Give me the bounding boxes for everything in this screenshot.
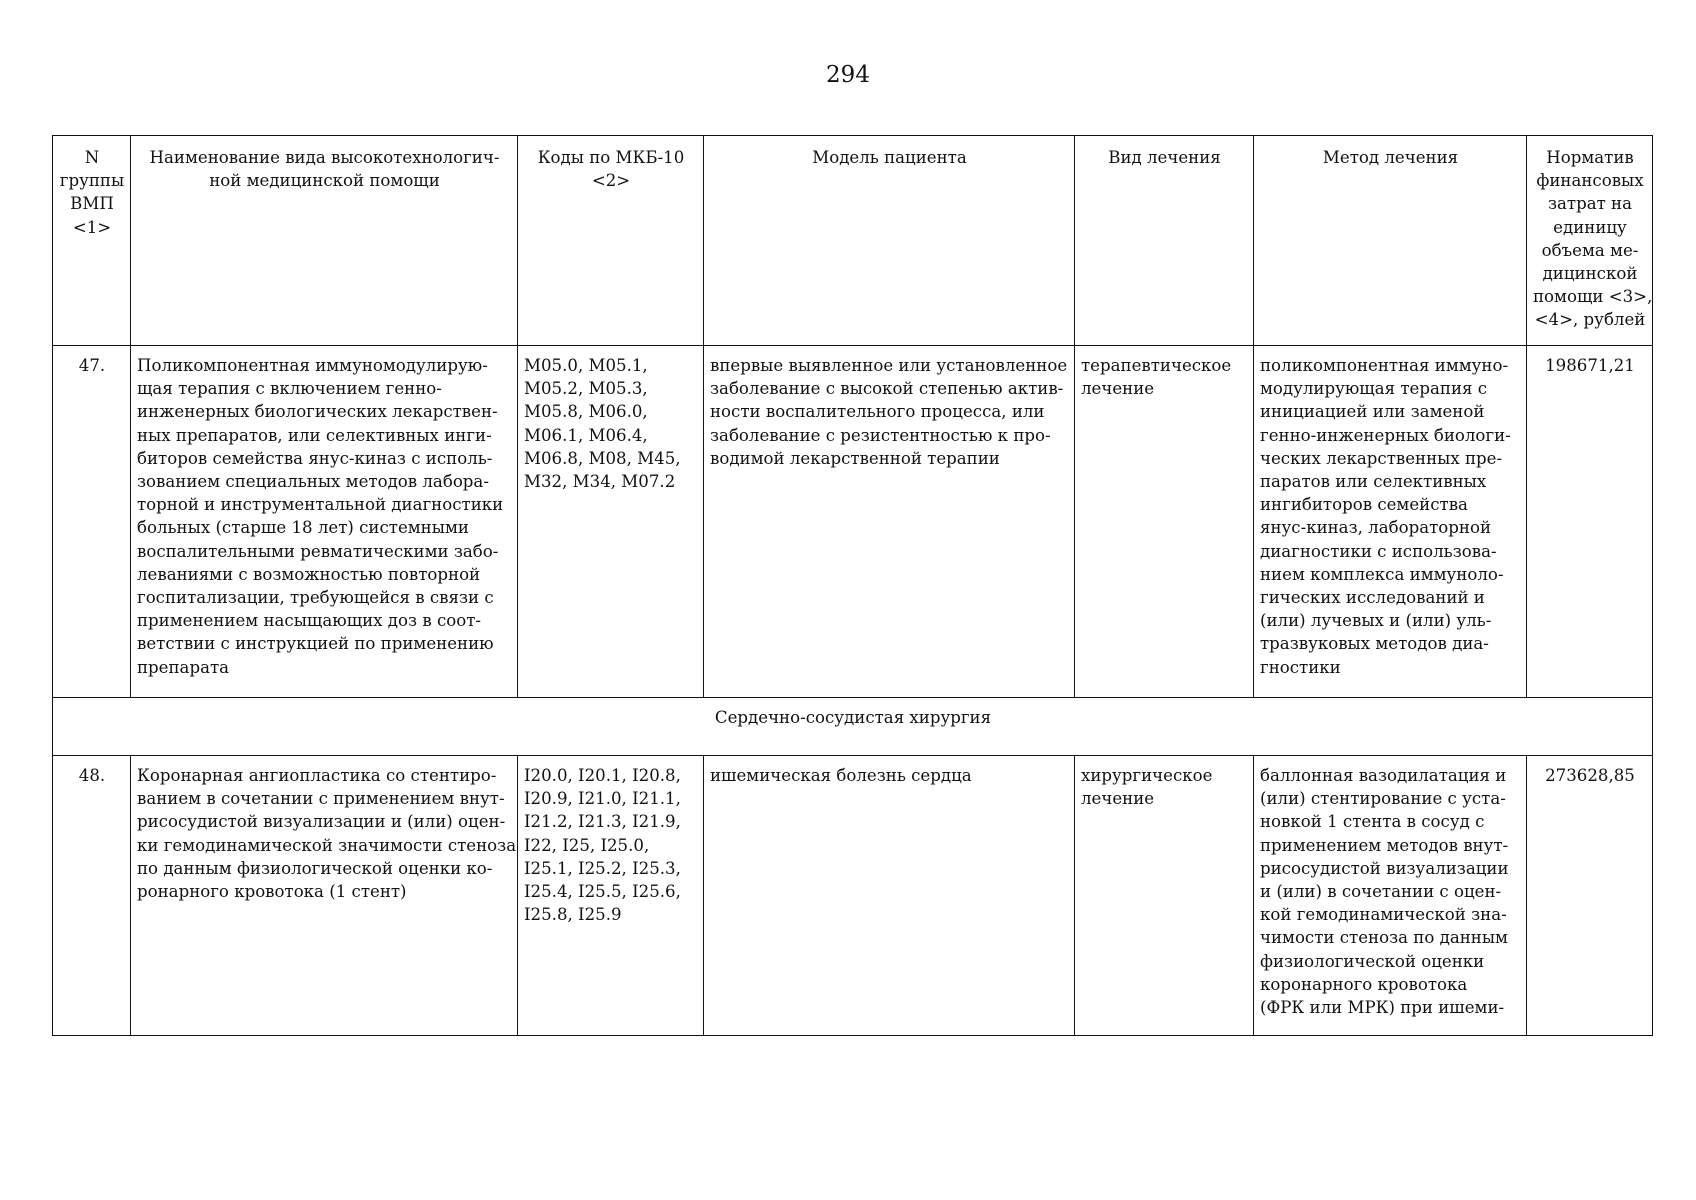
text-line: Модель пациента xyxy=(812,148,967,167)
text-line: торной и инструментальной диагностики xyxy=(137,495,504,515)
row-care-type-name xyxy=(131,346,518,698)
text-line: N xyxy=(84,148,100,167)
text-line: ванием в сочетании с применением внут- xyxy=(137,789,505,809)
text-line: ки гемодинамической значимости стеноза xyxy=(137,835,517,855)
row-cost: 198671,21 xyxy=(1527,346,1653,698)
row-treatment-method xyxy=(1254,346,1527,698)
text-line: инженерных биологических лекарствен- xyxy=(137,402,498,422)
section-row xyxy=(53,698,1653,756)
text-line: препарата xyxy=(137,657,230,677)
text-line: I21.2, I21.3, I21.9, xyxy=(524,812,681,832)
text-line: Коронарная ангиопластика со стентиро- xyxy=(137,766,497,785)
text-line: лечение xyxy=(1081,379,1155,399)
text-line: тразвуковых методов диа- xyxy=(1260,634,1489,654)
header-treatment-type xyxy=(1075,136,1254,346)
text-line: физиологической оценки xyxy=(1260,951,1485,971)
text-line: M05.0, M05.1, xyxy=(524,356,648,375)
text-line: (ФРК или МРК) при ишеми- xyxy=(1260,998,1505,1018)
text-line: M05.8, M06.0, xyxy=(524,402,648,422)
header-icd10-codes xyxy=(518,136,704,346)
table-row xyxy=(53,756,1653,1036)
text-line: ных препаратов, или селективных инги- xyxy=(137,425,492,445)
text-line: (или) стентирование с уста- xyxy=(1260,789,1506,809)
text-line: паратов или селективных xyxy=(1260,472,1487,492)
text-line: <1> xyxy=(72,217,112,237)
text-line: ности воспалительного процесса, или xyxy=(710,402,1045,422)
text-line: впервые выявленное или установленное xyxy=(710,356,1068,375)
header-group-number xyxy=(53,136,131,346)
text-line: диагностики с использова- xyxy=(1260,541,1497,561)
text-line: Наименование вида высокотехнологич- xyxy=(149,148,500,167)
text-line: ветствии с инструкцией по применению xyxy=(137,634,494,654)
text-line: генно-инженерных биологи- xyxy=(1260,425,1511,445)
text-line: заболевание с резистентностью к про- xyxy=(710,425,1051,445)
row-cost: 273628,85 xyxy=(1527,756,1653,1036)
header-care-type-name xyxy=(131,136,518,346)
text-line: I25.1, I25.2, I25.3, xyxy=(524,858,681,878)
text-line: ной медицинской помощи xyxy=(209,171,440,191)
text-line: I25.8, I25.9 xyxy=(524,905,622,925)
row-treatment-type xyxy=(1075,756,1254,1036)
text-line: Метод лечения xyxy=(1322,148,1459,167)
text-line: коронарного кровотока xyxy=(1260,974,1468,994)
text-line: (или) лучевых и (или) уль- xyxy=(1260,611,1492,631)
text-line: госпитализации, требующейся в связи с xyxy=(137,588,494,608)
text-line: новкой 1 стента в сосуд с xyxy=(1260,812,1485,832)
text-line: чимости стеноза по данным xyxy=(1260,928,1508,948)
text-line: I20.0, I20.1, I20.8, xyxy=(524,766,681,785)
text-line: терапевтическое xyxy=(1081,356,1232,375)
text-line: леваниями с возможностью повторной xyxy=(137,564,481,584)
text-line: по данным физиологической оценки ко- xyxy=(137,858,493,878)
row-patient-model xyxy=(704,346,1075,698)
text-line: ческих лекарственных пре- xyxy=(1260,448,1503,468)
text-line: хирургическое xyxy=(1081,766,1213,785)
text-line: ВМП xyxy=(70,194,114,214)
text-line: M06.8, M08, M45, xyxy=(524,448,681,468)
text-line: больных (старше 18 лет) системными xyxy=(137,518,469,538)
text-line: I25.4, I25.5, I25.6, xyxy=(524,882,681,902)
row-patient-model xyxy=(704,756,1075,1036)
text-line: воспалительными ревматическими забо- xyxy=(137,541,499,561)
text-line: дицинской xyxy=(1542,264,1638,284)
table-header-row xyxy=(53,136,1653,346)
text-line: водимой лекарственной терапии xyxy=(710,448,1000,468)
text-line: гностики xyxy=(1260,657,1341,677)
text-line: биторов семейства янус-киназ с исполь- xyxy=(137,448,493,468)
text-line: кой гемодинамической зна- xyxy=(1260,905,1507,925)
text-line: заболевание с высокой степенью актив- xyxy=(710,379,1064,399)
table-row xyxy=(53,346,1653,698)
text-line: гических исследований и xyxy=(1260,588,1485,608)
header-cost-standard xyxy=(1527,136,1653,346)
text-line: рисосудистой визуализации и (или) оцен- xyxy=(137,812,506,832)
text-line: ишемическая болезнь сердца xyxy=(710,766,972,785)
vmp-table xyxy=(52,135,1653,1036)
text-line: I20.9, I21.0, I21.1, xyxy=(524,789,681,809)
row-number: 48. xyxy=(53,756,131,1036)
text-line: единицу xyxy=(1553,217,1627,237)
text-line: Норматив xyxy=(1546,148,1634,167)
text-line: инициацией или заменой xyxy=(1260,402,1485,422)
text-line: Вид лечения xyxy=(1108,148,1221,167)
text-line: <4>, рублей xyxy=(1534,310,1646,330)
text-line: M05.2, M05.3, xyxy=(524,379,648,399)
text-line: помощи <3>, xyxy=(1533,287,1653,307)
text-line: рисосудистой визуализации xyxy=(1260,858,1509,878)
row-treatment-method xyxy=(1254,756,1527,1036)
text-line: янус-киназ, лабораторной xyxy=(1260,518,1492,538)
text-line: лечение xyxy=(1081,789,1155,809)
row-treatment-type xyxy=(1075,346,1254,698)
text-line: затрат на xyxy=(1547,194,1633,214)
text-line: зованием специальных методов лабора- xyxy=(137,472,489,492)
text-line: M32, M34, M07.2 xyxy=(524,472,676,492)
text-line: ингибиторов семейства xyxy=(1260,495,1468,515)
text-line: финансовых xyxy=(1536,171,1644,191)
row-care-type-name xyxy=(131,756,518,1036)
text-line: баллонная вазодилатация и xyxy=(1260,766,1507,785)
text-line: применением насыщающих доз в соот- xyxy=(137,611,482,631)
text-line: I22, I25, I25.0, xyxy=(524,835,650,855)
text-line: и (или) в сочетании с оцен- xyxy=(1260,882,1502,902)
text-line: M06.1, M06.4, xyxy=(524,425,648,445)
text-line: Поликомпонентная иммуномодулирую- xyxy=(137,356,488,375)
text-line: <2> xyxy=(591,171,631,191)
text-line: применением методов внут- xyxy=(1260,835,1509,855)
text-line: нием комплекса иммуноло- xyxy=(1260,564,1504,584)
row-icd10-codes xyxy=(518,756,704,1036)
row-number: 47. xyxy=(53,346,131,698)
text-line: объема ме- xyxy=(1541,240,1639,260)
text-line: поликомпонентная иммуно- xyxy=(1260,356,1509,375)
text-line: группы xyxy=(59,171,125,191)
text-line: ронарного кровотока (1 стент) xyxy=(137,882,407,902)
header-patient-model xyxy=(704,136,1075,346)
text-line: Коды по МКБ-10 xyxy=(537,148,685,167)
text-line: модулирующая терапия с xyxy=(1260,379,1488,399)
section-title: Сердечно-сосудистая хирургия xyxy=(53,698,1653,756)
page-number: 294 xyxy=(826,62,870,88)
header-treatment-method xyxy=(1254,136,1527,346)
text-line: щая терапия с включением генно- xyxy=(137,379,442,399)
row-icd10-codes xyxy=(518,346,704,698)
